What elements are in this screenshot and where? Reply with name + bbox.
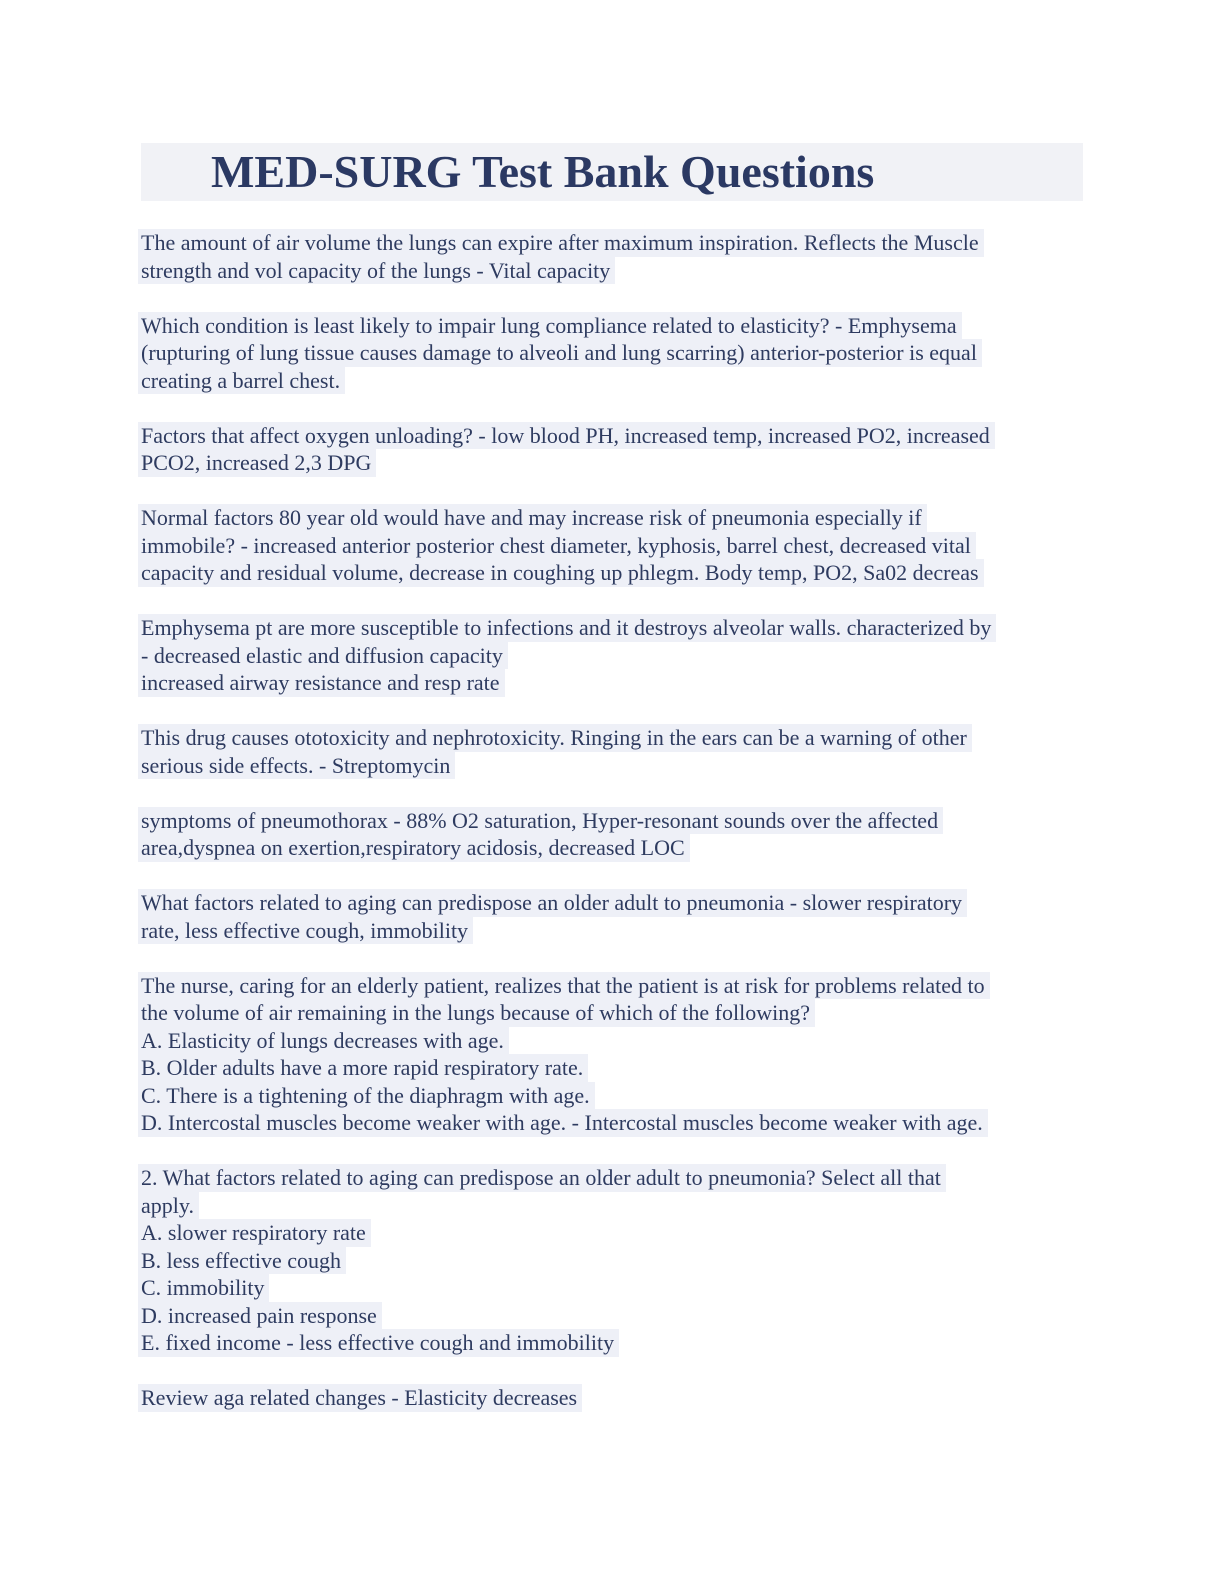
highlighted-text: rate, less effective cough, immobility xyxy=(138,917,473,945)
highlighted-text: Normal factors 80 year old would have and may increase risk of pneumonia especially if xyxy=(138,504,927,532)
highlighted-text: This drug causes ototoxicity and nephrotoxicity. Ringing in the ears can be a warning of other xyxy=(138,724,972,752)
highlighted-text: A. Elasticity of lungs decreases with age. xyxy=(138,1027,509,1055)
highlighted-text: Which condition is least likely to impair lung compliance related to elasticity? - Emphysema xyxy=(138,312,962,340)
question-paragraph-4 xyxy=(141,504,1106,587)
highlighted-text: E. fixed income - less effective cough and immobility xyxy=(138,1329,619,1357)
title-banner xyxy=(141,143,1083,201)
question-paragraph-10 xyxy=(141,1164,1106,1357)
question-paragraph-5 xyxy=(141,614,1106,697)
text-line xyxy=(141,999,1106,1027)
text-line xyxy=(141,257,1106,285)
highlighted-text: immobile? - increased anterior posterior chest diameter, kyphosis, barrel chest, decreased vital xyxy=(138,532,976,560)
text-line xyxy=(141,807,1106,835)
text-line xyxy=(141,1164,1106,1192)
highlighted-text: area,dyspnea on exertion,respiratory acidosis, decreased LOC xyxy=(138,834,690,862)
answer-option-line xyxy=(141,1329,1106,1357)
highlighted-text: apply. xyxy=(138,1192,199,1220)
text-line xyxy=(141,834,1106,862)
highlighted-text: 2. What factors related to aging can predispose an older adult to pneumonia? Select all that xyxy=(138,1164,946,1192)
question-paragraph-6 xyxy=(141,724,1106,779)
text-line xyxy=(141,972,1106,1000)
highlighted-text: D. Intercostal muscles become weaker with age. - Intercostal muscles become weaker with age. xyxy=(138,1109,988,1137)
highlighted-text: PCO2, increased 2,3 DPG xyxy=(138,449,376,477)
text-line xyxy=(141,449,1106,477)
question-paragraph-9 xyxy=(141,972,1106,1137)
question-paragraph-8 xyxy=(141,889,1106,944)
highlighted-text: D. increased pain response xyxy=(138,1302,382,1330)
highlighted-text: - decreased elastic and diffusion capacity xyxy=(138,642,508,670)
question-paragraph-1 xyxy=(141,229,1106,284)
text-line xyxy=(141,752,1106,780)
page-title: MED-SURG Test Bank Questions xyxy=(211,146,875,197)
highlighted-text: The amount of air volume the lungs can expire after maximum inspiration. Reflects the Muscle xyxy=(138,229,984,257)
question-paragraph-11 xyxy=(141,1384,1106,1412)
document-body xyxy=(141,229,1106,1439)
highlighted-text: capacity and residual volume, decrease in coughing up phlegm. Body temp, PO2, Sa02 decreas xyxy=(138,559,984,587)
question-paragraph-2 xyxy=(141,312,1106,395)
text-line xyxy=(141,532,1106,560)
question-paragraph-7 xyxy=(141,807,1106,862)
text-line xyxy=(141,724,1106,752)
answer-option-line xyxy=(141,1054,1106,1082)
answer-option-line xyxy=(141,1082,1106,1110)
text-line xyxy=(141,367,1106,395)
text-line xyxy=(141,339,1106,367)
highlighted-text: What factors related to aging can predispose an older adult to pneumonia - slower respiratory xyxy=(138,889,967,917)
text-line xyxy=(141,1192,1106,1220)
highlighted-text: strength and vol capacity of the lungs - Vital capacity xyxy=(138,257,615,285)
highlighted-text: (rupturing of lung tissue causes damage to alveoli and lung scarring) anterior-posterior is equal xyxy=(138,339,982,367)
text-line xyxy=(141,614,1106,642)
highlighted-text: creating a barrel chest. xyxy=(138,367,345,395)
highlighted-text: the volume of air remaining in the lungs because of which of the following? xyxy=(138,999,815,1027)
text-line xyxy=(141,889,1106,917)
highlighted-text: The nurse, caring for an elderly patient, realizes that the patient is at risk for problems related to xyxy=(138,972,990,1000)
highlighted-text: increased airway resistance and resp rate xyxy=(138,669,505,697)
highlighted-text: Emphysema pt are more susceptible to infections and it destroys alveolar walls. characterized by xyxy=(138,614,996,642)
answer-option-line xyxy=(141,1109,1106,1137)
answer-option-line xyxy=(141,1274,1106,1302)
text-line xyxy=(141,312,1106,340)
text-line xyxy=(141,1384,1106,1412)
highlighted-text: Review aga related changes - Elasticity decreases xyxy=(138,1384,582,1412)
highlighted-text: B. Older adults have a more rapid respiratory rate. xyxy=(138,1054,588,1082)
text-line xyxy=(141,669,1106,697)
answer-option-line xyxy=(141,1219,1106,1247)
highlighted-text: C. There is a tightening of the diaphragm with age. xyxy=(138,1082,595,1110)
text-line xyxy=(141,642,1106,670)
text-line xyxy=(141,422,1106,450)
highlighted-text: symptoms of pneumothorax - 88% O2 saturation, Hyper-resonant sounds over the affected xyxy=(138,807,943,835)
highlighted-text: serious side effects. - Streptomycin xyxy=(138,752,455,780)
text-line xyxy=(141,504,1106,532)
highlighted-text: B. less effective cough xyxy=(138,1247,346,1275)
text-line xyxy=(141,559,1106,587)
highlighted-text: A. slower respiratory rate xyxy=(138,1219,371,1247)
answer-option-line xyxy=(141,1027,1106,1055)
answer-option-line xyxy=(141,1247,1106,1275)
question-paragraph-3 xyxy=(141,422,1106,477)
text-line xyxy=(141,229,1106,257)
answer-option-line xyxy=(141,1302,1106,1330)
highlighted-text: C. immobility xyxy=(138,1274,269,1302)
text-line xyxy=(141,917,1106,945)
highlighted-text: Factors that affect oxygen unloading? - low blood PH, increased temp, increased PO2, increased xyxy=(138,422,995,450)
